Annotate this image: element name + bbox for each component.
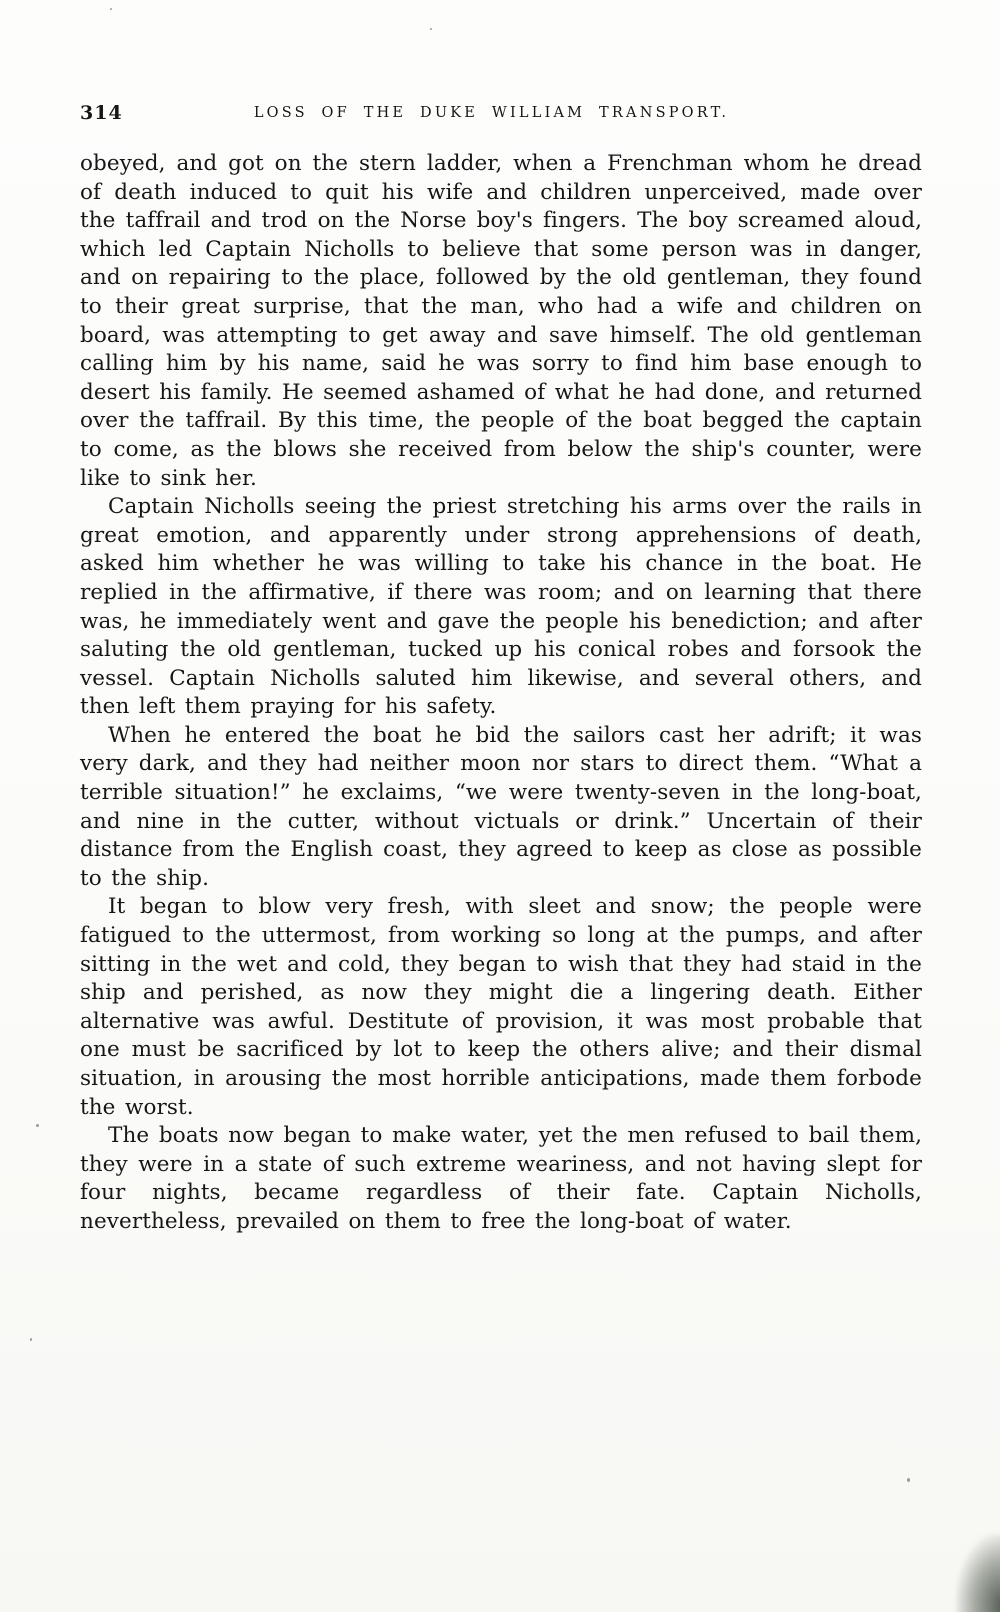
scan-smudge	[956, 1534, 1000, 1612]
scan-speck	[430, 28, 432, 30]
scan-speck	[110, 8, 112, 10]
running-title: LOSS OF THE DUKE WILLIAM TRANSPORT.	[253, 105, 730, 121]
paragraph: The boats now began to make water, yet the men refused to bail them, they were in a state of such extreme weariness, and not having slept for four nights, became regardless of their fate. Captain Nicholls, nevertheless, prevailed on them to free the long-boat of water.	[80, 1123, 922, 1234]
page-number: 314	[80, 102, 123, 124]
scan-speck	[36, 1124, 39, 1127]
paragraph: obeyed, and got on the stern ladder, when a Frenchman whom he dread of death induced to quit his wife and children unperceived, made over the taffrail and trod on the Norse boy's fingers. The boy screamed aloud, which led Captain Nicholls to believe that some person was in danger, and on repairing to the place, followed by the old gentleman, they found to their great surprise, that the man, who had a wife and children on board, was attempting to get away and save himself. The old gentleman calling him by his name, said he was sorry to find him base enough to desert his family. He seemed ashamed of what he had done, and returned over the taffrail. By this time, the people of the boat begged the captain to come, as the blows she received from below the ship's counter, were like to sink her.	[80, 151, 922, 491]
scan-speck	[30, 1338, 32, 1341]
paragraph: When he entered the boat he bid the sailors cast her adrift; it was very dark, and they had neither moon nor stars to direct them. “What a terrible situation!” he exclaims, “we were twenty-seven in the long-boat, and nine in the cutter, without victuals or drink.” Uncertain of their distance from the English coast, they agreed to keep as close as possible to the ship.	[80, 722, 922, 891]
running-header	[80, 102, 922, 128]
scan-speck	[907, 1478, 910, 1482]
paragraph: It began to blow very fresh, with sleet and snow; the people were fatigued to the uttermost, from working so long at the pumps, and after sitting in the wet and cold, they began to wish that they had staid in the ship and perished, as now they might die a lingering death. Either alternative was awful. Destitute of provision, it was most probable that one must be sacrificed by lot to keep the others alive; and their dismal situation, in arousing the most horrible anticipations, made them forbode the worst.	[80, 894, 922, 1120]
body-text	[80, 150, 922, 1237]
paragraph: Captain Nicholls seeing the priest stretching his arms over the rails in great emotion, and apparently under strong apprehensions of death, asked him whether he was willing to take his chance in the boat. He replied in the affirmative, if there was room; and on learning that there was, he immediately went and gave the people his benediction; and after saluting the old gentleman, tucked up his conical robes and forsook the vessel. Captain Nicholls saluted him likewise, and several others, and then left them praying for his safety.	[80, 494, 922, 720]
